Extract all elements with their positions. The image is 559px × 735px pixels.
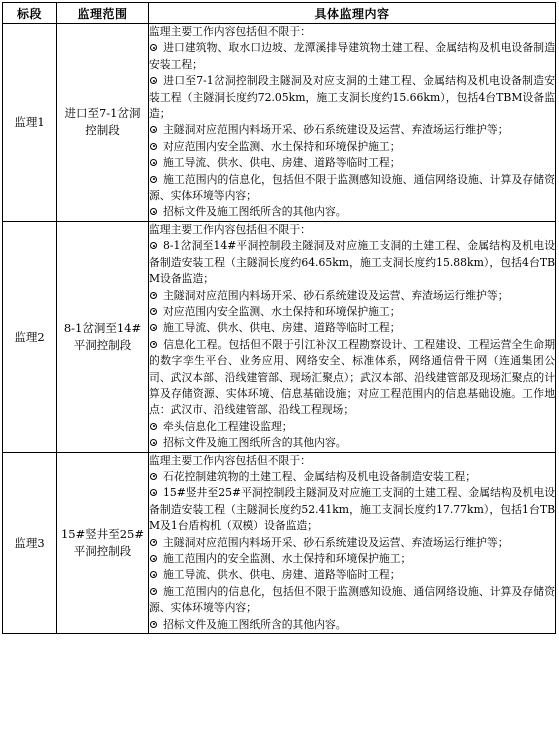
content-cell [149, 24, 556, 222]
list-item-text: 进口建筑物、取水口边坡、龙潭溪排导建筑物土建工程、金属结构及机电设备制造安装工程； [149, 41, 555, 71]
table-row [3, 452, 556, 633]
header-content: 具体监理内容 [149, 3, 556, 24]
content-intro: 监理主要工作内容包括但不限于： [149, 453, 311, 467]
list-item-text: 施工范围内的信息化，包括但不限于监测感知设施、通信网络设施、计算及存储资源、实体环境等内容； [149, 172, 555, 203]
range-cell [57, 24, 149, 222]
bullet-circle-icon [150, 489, 157, 496]
range-line: 平洞控制段 [73, 543, 132, 558]
range-cell [57, 452, 149, 633]
list-item-text: 施工导流、供水、供电、房建、道路等临时工程； [163, 321, 401, 335]
content-intro: 监理主要工作内容包括但不限于： [149, 222, 311, 236]
list-item [149, 288, 555, 304]
bullet-circle-icon [150, 308, 157, 315]
bullet-circle-icon [150, 341, 157, 348]
list-item-text: 主隧洞对应范围内料场开采、砂石系统建设及运营、弃渣场运行维护等； [163, 288, 509, 302]
supervision-table [2, 2, 556, 634]
list-item [149, 435, 555, 451]
bullet-circle-icon [150, 208, 157, 215]
list-item-text: 进口至7-1岔洞控制段主隧洞及对应支洞的土建工程、金属结构及机电设备制造安装工程（主隧洞长度约72.05km，施工支洞长度约15.66km），包括4台TBM设备监造； [149, 74, 555, 121]
list-item-text: 牵头信息化工程建设监理； [163, 419, 293, 433]
list-item-text: 石花控制建筑物的土建工程、金属结构及机电设备制造安装工程； [163, 469, 477, 483]
range-cell [57, 221, 149, 452]
list-item-text: 施工导流、供水、供电、房建、道路等临时工程； [163, 156, 401, 170]
content-cell [149, 221, 556, 452]
list-item [149, 419, 555, 435]
list-item [149, 485, 555, 534]
list-item [149, 535, 555, 551]
list-item [149, 204, 555, 220]
list-item [149, 320, 555, 336]
list-item-text: 招标文件及施工图纸所含的其他内容。 [163, 205, 347, 219]
list-item-text: 对应范围内安全监测、水土保持和环境保护施工； [163, 304, 401, 318]
list-item [149, 337, 555, 419]
list-item-text: 招标文件及施工图纸所含的其他内容。 [163, 436, 347, 450]
bullet-circle-icon [150, 126, 157, 133]
bullet-circle-icon [150, 423, 157, 430]
header-section: 标段 [3, 3, 57, 24]
table-row [3, 221, 556, 452]
bullet-circle-icon [150, 621, 157, 628]
section-cell: 监理2 [3, 221, 57, 452]
list-item [149, 40, 555, 73]
list-item [149, 155, 555, 171]
list-item-text: 对应范围内安全监测、水土保持和环境保护施工； [163, 139, 401, 153]
bullet-circle-icon [150, 176, 157, 183]
range-line: 控制段 [85, 123, 120, 138]
list-item-text: 主隧洞对应范围内料场开采、砂石系统建设及运营、弃渣场运行维护等； [163, 535, 509, 549]
table-row [3, 24, 556, 222]
bullet-circle-icon [150, 44, 157, 51]
bullet-circle-icon [150, 439, 157, 446]
bullet-circle-icon [150, 159, 157, 166]
range-line: 8-1岔洞至14# [63, 320, 142, 335]
bullet-circle-icon [150, 324, 157, 331]
list-item-text: 8-1岔洞至14#平洞控制段主隧洞及对应施工支洞的土建工程、金属结构及机电设备制造安装工程（主隧洞长度约64.65km，施工支洞长度约15.88km），包括4台TBM设备监造； [149, 239, 555, 286]
content-intro: 监理主要工作内容包括但不限于： [149, 25, 311, 38]
list-item [149, 584, 555, 617]
list-item-text: 招标文件及施工图纸所含的其他内容。 [163, 617, 347, 631]
bullet-circle-icon [150, 539, 157, 546]
list-item-text: 施工范围内的信息化，包括但不限于监测感知设施、通信网络设施、计算及存储资源、实体环境等内容； [149, 584, 555, 615]
section-cell: 监理3 [3, 452, 57, 633]
list-item [149, 551, 555, 567]
range-line: 进口至7-1岔洞 [64, 106, 141, 121]
bullet-circle-icon [150, 143, 157, 150]
list-item [149, 139, 555, 155]
list-item [149, 567, 555, 583]
table-body [3, 24, 556, 634]
bullet-circle-icon [150, 555, 157, 562]
header-row [3, 3, 556, 24]
list-item-text: 15#竖井至25#平洞控制段主隧洞及对应施工支洞的土建工程、金属结构及机电设备制造安装工程（主隧洞长度约52.41km，施工支洞长度约17.77km），包括1台TBM及1台盾构机（双模）设备监造； [149, 486, 555, 533]
list-item-text: 施工导流、供水、供电、房建、道路等临时工程； [163, 568, 401, 582]
list-item-text: 施工范围内的安全监测、水土保持和环境保护施工； [163, 552, 412, 565]
list-item [149, 172, 555, 205]
list-item [149, 238, 555, 287]
content-cell [149, 452, 556, 633]
bullet-circle-icon [150, 242, 157, 249]
list-item [149, 617, 555, 633]
range-line: 平洞控制段 [73, 337, 132, 352]
bullet-circle-icon [150, 588, 157, 595]
section-cell: 监理1 [3, 24, 57, 222]
list-item [149, 304, 555, 320]
bullet-circle-icon [150, 77, 157, 84]
list-item [149, 73, 555, 122]
header-range: 监理范围 [57, 3, 149, 24]
bullet-circle-icon [150, 292, 157, 299]
range-line: 15#竖井至25# [60, 526, 145, 541]
list-item-text: 信息化工程。包括但不限于引江补汉工程勘察设计、工程建设、工程运营全生命期的数字孪生平台、业务应用、网络安全、标准体系，网络通信骨干网（连通集团公司、武汉本部、沿线建管部、现场汇聚点）；武汉本部、沿线建管部及现场汇聚点的计算及存储资源、实体环境、信息基础设施；对应工程范围内的信息基础设施。工作地点：武汉市、沿线建管部、沿线工程现场； [149, 337, 555, 417]
list-item [149, 122, 555, 138]
bullet-circle-icon [150, 473, 157, 480]
list-item-text: 主隧洞对应范围内料场开采、砂石系统建设及运营、弃渣场运行维护等； [163, 123, 509, 137]
bullet-circle-icon [150, 571, 157, 578]
list-item [149, 469, 555, 485]
